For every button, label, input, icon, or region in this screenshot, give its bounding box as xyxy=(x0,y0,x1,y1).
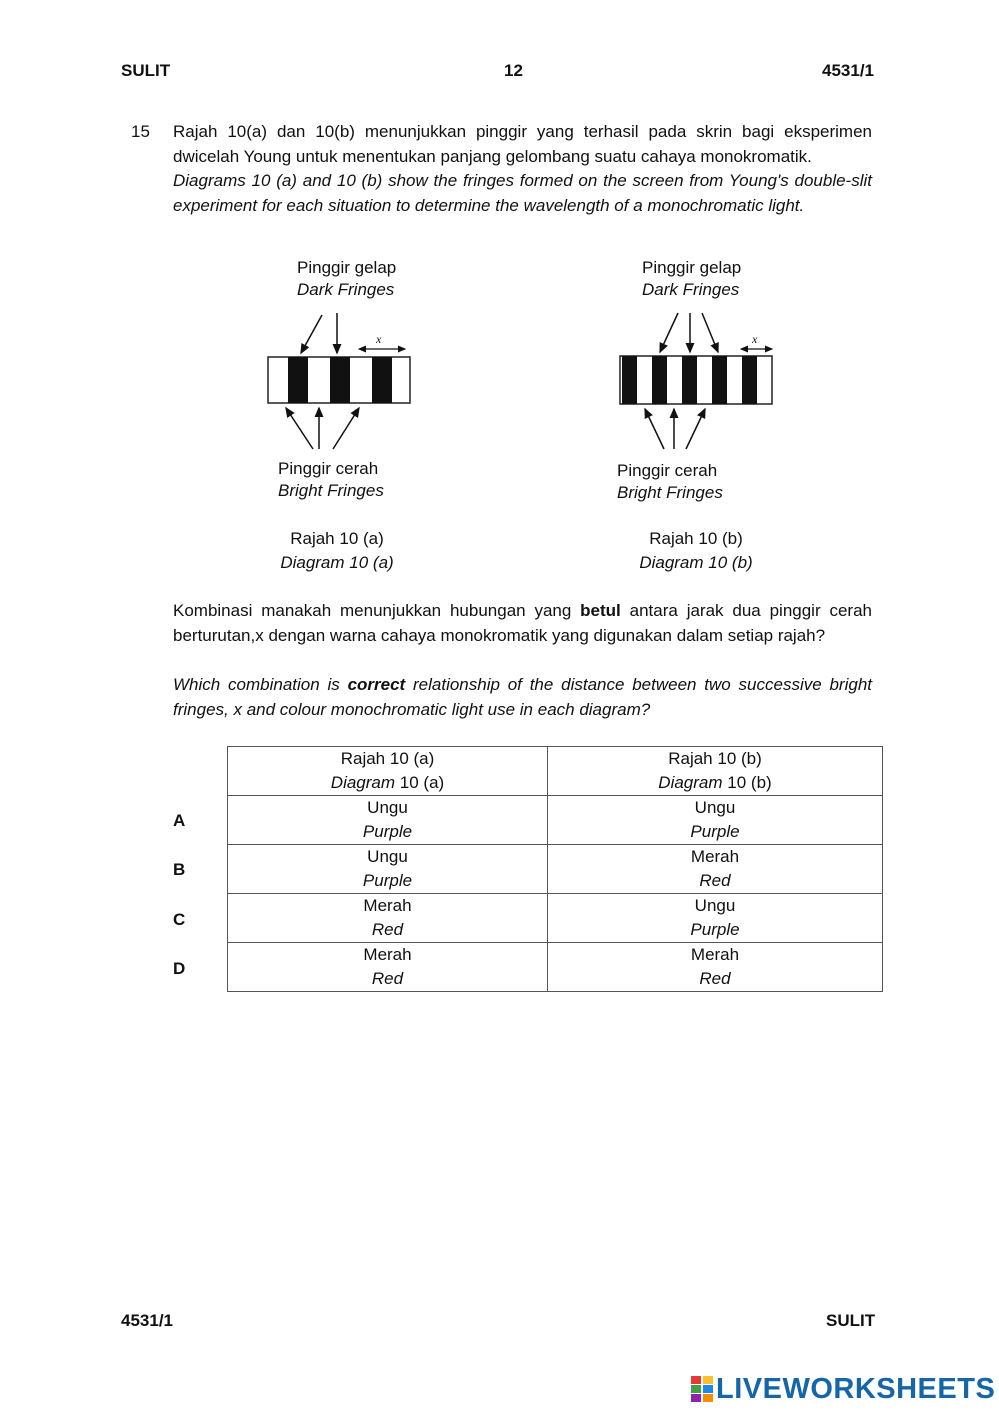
header-col-b xyxy=(548,747,883,796)
bright-arrow-b-1 xyxy=(645,409,664,449)
cell-malay: Merah xyxy=(363,896,412,915)
caption-b-english: Diagram 10 (b) xyxy=(639,553,753,572)
fringe-diagram-a xyxy=(255,305,425,455)
cell-english: Purple xyxy=(362,871,413,890)
dark-arrow-b-1 xyxy=(660,313,678,352)
cell-b xyxy=(548,894,883,943)
footer-left: 4531/1 xyxy=(121,1311,173,1330)
bright-fringes-label-malay-a: Pinggir cerah xyxy=(278,459,379,478)
cell-b xyxy=(548,943,883,992)
dark-fringe-a-2 xyxy=(330,357,350,403)
cell-malay: Ungu xyxy=(367,847,408,866)
table-row[interactable] xyxy=(228,943,883,992)
dark-fringes-label-english-b: Dark Fringes xyxy=(642,280,740,299)
caption-b xyxy=(596,527,796,575)
dark-fringes-label-english-a: Dark Fringes xyxy=(297,280,395,299)
header-right: 4531/1 xyxy=(822,61,874,80)
caption-a-english: Diagram 10 (a) xyxy=(280,553,394,572)
cell-english: Purple xyxy=(362,822,413,841)
dark-arrow-a-1 xyxy=(301,315,322,353)
table-header-row xyxy=(228,747,883,796)
dark-fringe-b-2 xyxy=(652,356,667,404)
brand-name: LIVEWORKSHEETS xyxy=(716,1372,996,1405)
question-number: 15 xyxy=(131,122,150,141)
prompt-malay-pre: Kombinasi manakah menunjukkan hubungan yang xyxy=(173,601,572,620)
dark-fringe-a-1 xyxy=(288,357,308,403)
cell-a xyxy=(228,894,548,943)
prompt-english-bold: correct xyxy=(347,675,406,694)
caption-a-malay: Rajah 10 (a) xyxy=(290,529,384,548)
cell-english: Purple xyxy=(690,920,740,939)
cell-malay: Ungu xyxy=(367,798,408,817)
header-col-a-malay: Rajah 10 (a) xyxy=(340,749,435,768)
cell-b xyxy=(548,796,883,845)
options-table xyxy=(227,746,883,992)
cell-malay: Merah xyxy=(690,945,740,964)
cell-a xyxy=(228,845,548,894)
header-col-b-english-rest: 10 (b) xyxy=(727,773,772,792)
bright-fringes-label-english-a: Bright Fringes xyxy=(278,481,384,500)
prompt-malay-bold: betul xyxy=(580,601,621,620)
dark-fringes-label-malay-b: Pinggir gelap xyxy=(642,258,742,277)
bright-arrow-a-3 xyxy=(333,408,359,449)
caption-b-malay: Rajah 10 (b) xyxy=(649,529,743,548)
caption-a xyxy=(237,527,437,575)
header-col-a-english-word: Diagram xyxy=(330,773,396,792)
cell-b xyxy=(548,845,883,894)
header-col-a-english-rest: 10 (a) xyxy=(399,773,445,792)
x-label-a: x xyxy=(376,332,382,346)
dark-fringe-b-4 xyxy=(712,356,727,404)
cell-english: Purple xyxy=(690,822,740,841)
header-col-a xyxy=(228,747,548,796)
brand-logo xyxy=(691,1374,995,1404)
prompt-english-pre: Which combination is xyxy=(173,675,340,694)
table-row[interactable] xyxy=(228,845,883,894)
bright-arrow-a-1 xyxy=(286,408,313,449)
option-letter-d[interactable]: D xyxy=(173,959,186,978)
question-text-english: Diagrams 10 (a) and 10 (b) show the fringes formed on the screen from Young's double-slit experiment for each situation to determine the wavelength of a monochromatic light. xyxy=(173,171,872,215)
cell-english: Red xyxy=(699,871,731,890)
cell-malay: Ungu xyxy=(694,798,736,817)
dark-arrow-b-3 xyxy=(702,313,718,352)
dark-fringe-a-3 xyxy=(372,357,392,403)
question-text-malay: Rajah 10(a) dan 10(b) menunjukkan pinggir yang terhasil pada skrin bagi eksperimen dwicelah Young untuk menentukan panjang gelombang suatu cahaya monokromatik. xyxy=(173,122,872,166)
x-label-b: x xyxy=(752,332,758,346)
cell-a xyxy=(228,796,548,845)
dark-fringe-b-3 xyxy=(682,356,697,404)
cell-malay: Ungu xyxy=(694,896,736,915)
option-letter-a[interactable]: A xyxy=(173,811,186,830)
dark-fringe-b-1 xyxy=(622,356,637,404)
fringe-diagram-b xyxy=(608,305,788,455)
prompt-english xyxy=(173,673,872,722)
header-left: SULIT xyxy=(121,61,171,80)
cell-english: Red xyxy=(371,920,404,939)
bright-fringes-label-malay-b: Pinggir cerah xyxy=(617,461,718,480)
dark-fringes-label-malay-a: Pinggir gelap xyxy=(297,258,397,277)
cell-english: Red xyxy=(699,969,731,988)
option-letter-c[interactable]: C xyxy=(173,910,186,929)
option-letter-b[interactable]: B xyxy=(173,860,186,879)
dark-fringe-b-5 xyxy=(742,356,757,404)
table-row[interactable] xyxy=(228,894,883,943)
header-col-b-english-word: Diagram xyxy=(658,773,723,792)
page-number: 12 xyxy=(504,61,523,80)
footer-right: SULIT xyxy=(826,1311,876,1330)
bright-fringes-label-english-b: Bright Fringes xyxy=(617,483,723,502)
prompt-english-post: relationship of the distance between two successive bright fringes, x and colour monochromatic light use in each diagram? xyxy=(173,675,872,719)
cell-english: Red xyxy=(371,969,404,988)
prompt-malay-post: antara jarak dua pinggir cerah berturutan,x dengan warna cahaya monokromatik yang digunakan dalam setiap rajah? xyxy=(173,601,872,645)
cell-malay: Merah xyxy=(690,847,740,866)
cell-a xyxy=(228,943,548,992)
header-col-b-malay: Rajah 10 (b) xyxy=(668,749,762,768)
cell-malay: Merah xyxy=(363,945,412,964)
brand-blocks-icon xyxy=(691,1376,713,1402)
bright-arrow-b-3 xyxy=(686,409,705,449)
table-row[interactable] xyxy=(228,796,883,845)
prompt-malay xyxy=(173,599,872,648)
